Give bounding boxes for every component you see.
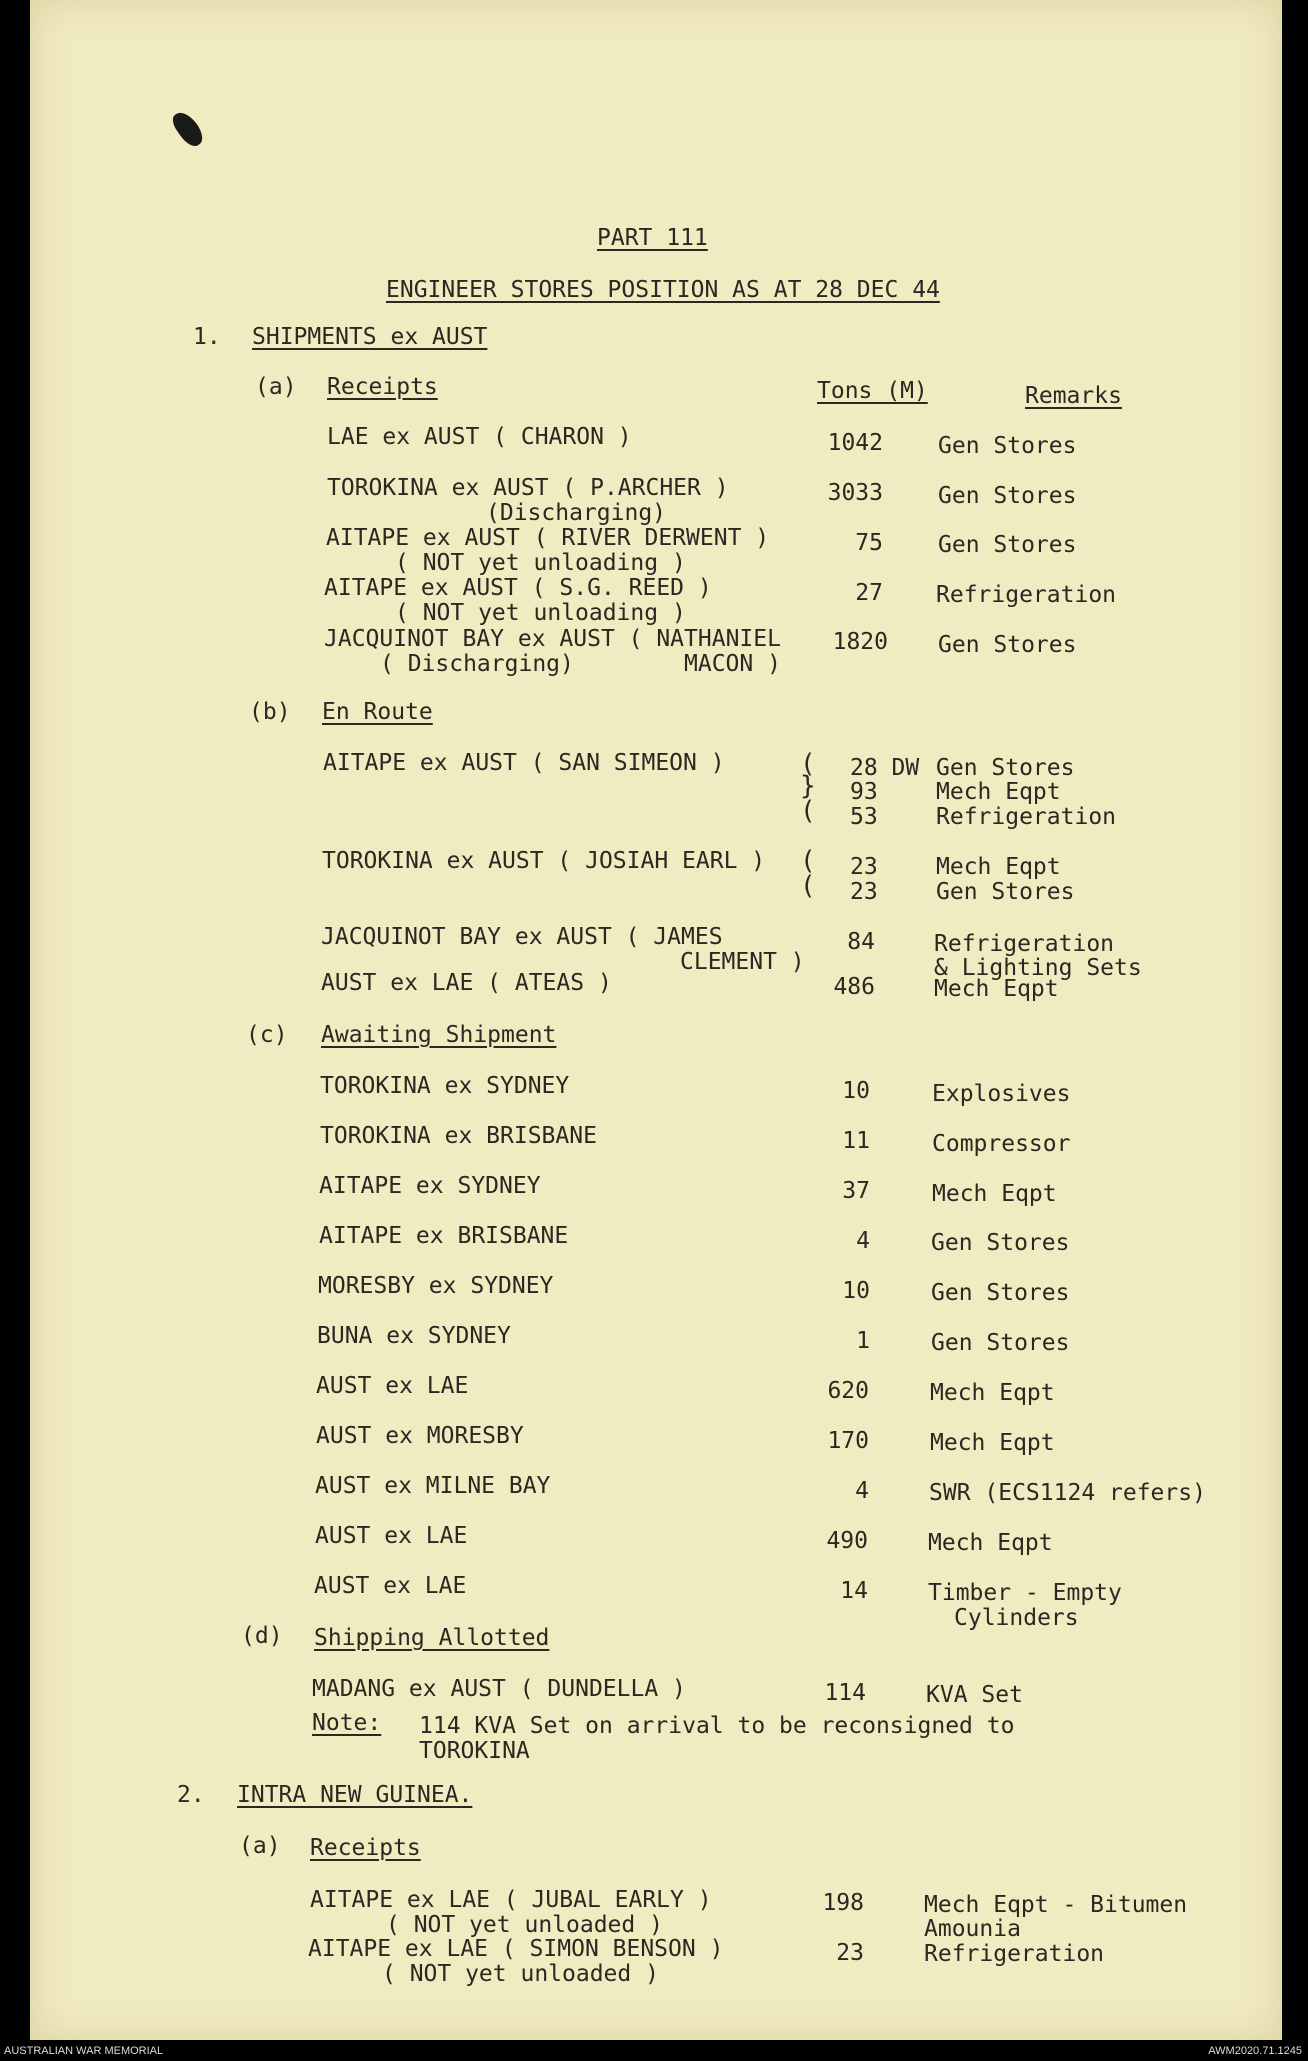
row-tons: 10 bbox=[842, 1078, 870, 1104]
row-remark: Gen Stores bbox=[931, 1280, 1070, 1306]
row-remark: SWR (ECS1124 refers) bbox=[929, 1480, 1206, 1506]
sub-b-heading: En Route bbox=[322, 699, 433, 725]
sub-a-heading: Receipts bbox=[327, 374, 438, 400]
row-desc: AITAPE ex SYDNEY bbox=[319, 1173, 541, 1199]
row-desc: AITAPE ex AUST ( RIVER DERWENT ) bbox=[326, 525, 770, 551]
row-note: ( NOT yet unloaded ) bbox=[382, 1961, 659, 1987]
row-note: (Discharging) bbox=[486, 500, 667, 526]
row-tons: 620 bbox=[827, 1378, 869, 1404]
row-remark: Refrigeration bbox=[936, 582, 1117, 608]
row-tons: 23 bbox=[836, 1940, 864, 1966]
row-tons: 93 bbox=[850, 779, 878, 805]
row-remark: Gen Stores bbox=[938, 433, 1077, 459]
row-remark: Gen Stores bbox=[936, 755, 1075, 781]
row-desc: MADANG ex AUST ( DUNDELLA ) bbox=[312, 1676, 686, 1702]
row-remark: Refrigeration bbox=[924, 1941, 1105, 1967]
row-tons: 4 bbox=[856, 1228, 870, 1254]
row-remark: Gen Stores bbox=[931, 1230, 1070, 1256]
col-tons-header: Tons (M) bbox=[817, 378, 928, 404]
section-1-heading: SHIPMENTS ex AUST bbox=[252, 324, 488, 350]
brace-mark: ( bbox=[800, 796, 816, 826]
row-remark: Timber - Empty bbox=[928, 1580, 1122, 1606]
row-note-2: MACON ) bbox=[684, 651, 781, 677]
row-desc: AUST ex MILNE BAY bbox=[315, 1473, 551, 1499]
brace-mark: ( bbox=[800, 846, 816, 876]
row-desc: JACQUINOT BAY ex AUST ( JAMES bbox=[321, 924, 723, 950]
sub-a-heading: Receipts bbox=[310, 1835, 421, 1861]
footer-reference: AWM2020.71.1245 bbox=[1208, 2045, 1302, 2057]
brace-mark: } bbox=[800, 771, 816, 801]
row-tons: 28 DW bbox=[850, 755, 920, 781]
row-remark: Mech Eqpt bbox=[932, 1181, 1057, 1207]
row-remark-2: Amounia bbox=[924, 1916, 1021, 1942]
row-remark: Gen Stores bbox=[938, 532, 1077, 558]
row-remark-2: Cylinders bbox=[954, 1605, 1079, 1631]
row-tons: 11 bbox=[842, 1128, 870, 1154]
row-remark: Mech Eqpt bbox=[936, 779, 1061, 805]
row-remark: Mech Eqpt bbox=[934, 976, 1059, 1002]
row-tons: 84 bbox=[847, 929, 875, 955]
row-desc: AITAPE ex LAE ( JUBAL EARLY ) bbox=[310, 1887, 712, 1913]
sub-a-label: (a) bbox=[255, 374, 297, 400]
row-remark-2: & Lighting Sets bbox=[934, 955, 1142, 981]
archive-footer bbox=[0, 2040, 1308, 2061]
row-tons: 198 bbox=[822, 1890, 864, 1916]
row-note: ( NOT yet unloading ) bbox=[395, 550, 686, 576]
row-remark: Mech Eqpt bbox=[930, 1380, 1055, 1406]
row-desc: LAE ex AUST ( CHARON ) bbox=[327, 424, 632, 450]
row-tons: 75 bbox=[855, 530, 883, 556]
page-subtitle: ENGINEER STORES POSITION AS AT 28 DEC 44 bbox=[386, 277, 940, 303]
row-remark: KVA Set bbox=[926, 1682, 1023, 1708]
row-desc: AUST ex LAE bbox=[316, 1373, 469, 1399]
sub-a-label: (a) bbox=[239, 1833, 281, 1859]
note-text: 114 KVA Set on arrival to be reconsigned to bbox=[419, 1713, 1015, 1739]
row-desc: JACQUINOT BAY ex AUST ( NATHANIEL bbox=[324, 626, 781, 652]
page-title: PART 111 bbox=[597, 225, 708, 251]
brace-mark: ( bbox=[800, 749, 816, 779]
row-desc: AUST ex LAE bbox=[315, 1523, 468, 1549]
row-tons: 3033 bbox=[827, 480, 883, 506]
row-note: CLEMENT ) bbox=[680, 949, 805, 975]
row-desc: BUNA ex SYDNEY bbox=[317, 1323, 511, 1349]
row-desc: AITAPE ex BRISBANE bbox=[319, 1223, 569, 1249]
row-remark: Mech Eqpt bbox=[936, 854, 1061, 880]
sub-b-label: (b) bbox=[249, 699, 291, 725]
row-note: ( Discharging) bbox=[380, 651, 574, 677]
sub-c-heading: Awaiting Shipment bbox=[321, 1022, 557, 1048]
row-desc: AITAPE ex AUST ( S.G. REED ) bbox=[324, 575, 712, 601]
row-remark: Mech Eqpt bbox=[928, 1530, 1053, 1556]
sub-d-label: (d) bbox=[241, 1623, 283, 1649]
row-tons: 4 bbox=[855, 1478, 869, 1504]
row-remark: Compressor bbox=[932, 1131, 1071, 1157]
section-2-number: 2. bbox=[177, 1782, 205, 1808]
row-remark: Mech Eqpt bbox=[930, 1430, 1055, 1456]
row-note: ( NOT yet unloading ) bbox=[395, 600, 686, 626]
row-tons: 23 bbox=[850, 854, 878, 880]
row-desc: AITAPE ex LAE ( SIMON BENSON ) bbox=[308, 1936, 724, 1962]
row-tons: 1042 bbox=[827, 430, 883, 456]
row-tons: 1 bbox=[856, 1328, 870, 1354]
sub-d-heading: Shipping Allotted bbox=[314, 1625, 550, 1651]
row-desc: TOROKINA ex SYDNEY bbox=[320, 1073, 570, 1099]
row-tons: 14 bbox=[840, 1578, 868, 1604]
sub-c-label: (c) bbox=[246, 1022, 288, 1048]
row-tons: 486 bbox=[833, 974, 875, 1000]
row-desc: MORESBY ex SYDNEY bbox=[318, 1273, 554, 1299]
row-desc: TOROKINA ex AUST ( JOSIAH EARL ) bbox=[322, 848, 766, 874]
row-desc: TOROKINA ex BRISBANE bbox=[320, 1123, 597, 1149]
note-label: Note: bbox=[312, 1710, 382, 1736]
row-desc: TOROKINA ex AUST ( P.ARCHER ) bbox=[327, 475, 729, 501]
row-remark: Explosives bbox=[932, 1081, 1071, 1107]
row-remark: Gen Stores bbox=[938, 632, 1077, 658]
row-tons: 10 bbox=[842, 1278, 870, 1304]
row-tons: 23 bbox=[850, 879, 878, 905]
row-tons: 114 bbox=[824, 1680, 866, 1706]
row-tons: 37 bbox=[842, 1178, 870, 1204]
row-remark: Refrigeration bbox=[936, 804, 1117, 830]
row-remark: Gen Stores bbox=[936, 879, 1075, 905]
row-tons: 27 bbox=[855, 580, 883, 606]
ink-stain bbox=[169, 108, 207, 151]
row-tons: 53 bbox=[850, 804, 878, 830]
row-tons: 1820 bbox=[832, 629, 888, 655]
document-page bbox=[30, 0, 1282, 2040]
row-note: ( NOT yet unloaded ) bbox=[386, 1912, 663, 1938]
footer-source: AUSTRALIAN WAR MEMORIAL bbox=[4, 2045, 164, 2057]
row-tons: 170 bbox=[827, 1428, 869, 1454]
row-remark: Gen Stores bbox=[938, 483, 1077, 509]
row-remark: Refrigeration bbox=[934, 931, 1115, 957]
note-text-2: TOROKINA bbox=[419, 1738, 530, 1764]
row-tons: 490 bbox=[826, 1528, 868, 1554]
section-1-number: 1. bbox=[193, 324, 221, 350]
section-2-heading: INTRA NEW GUINEA. bbox=[237, 1782, 473, 1808]
row-remark: Mech Eqpt - Bitumen bbox=[924, 1892, 1188, 1918]
col-remarks-header: Remarks bbox=[1025, 383, 1122, 409]
row-desc: AUST ex LAE ( ATEAS ) bbox=[321, 970, 612, 996]
row-remark: Gen Stores bbox=[931, 1330, 1070, 1356]
row-desc: AUST ex MORESBY bbox=[316, 1423, 524, 1449]
brace-mark: ( bbox=[800, 871, 816, 901]
row-desc: AITAPE ex AUST ( SAN SIMEON ) bbox=[323, 750, 725, 776]
row-desc: AUST ex LAE bbox=[314, 1573, 467, 1599]
